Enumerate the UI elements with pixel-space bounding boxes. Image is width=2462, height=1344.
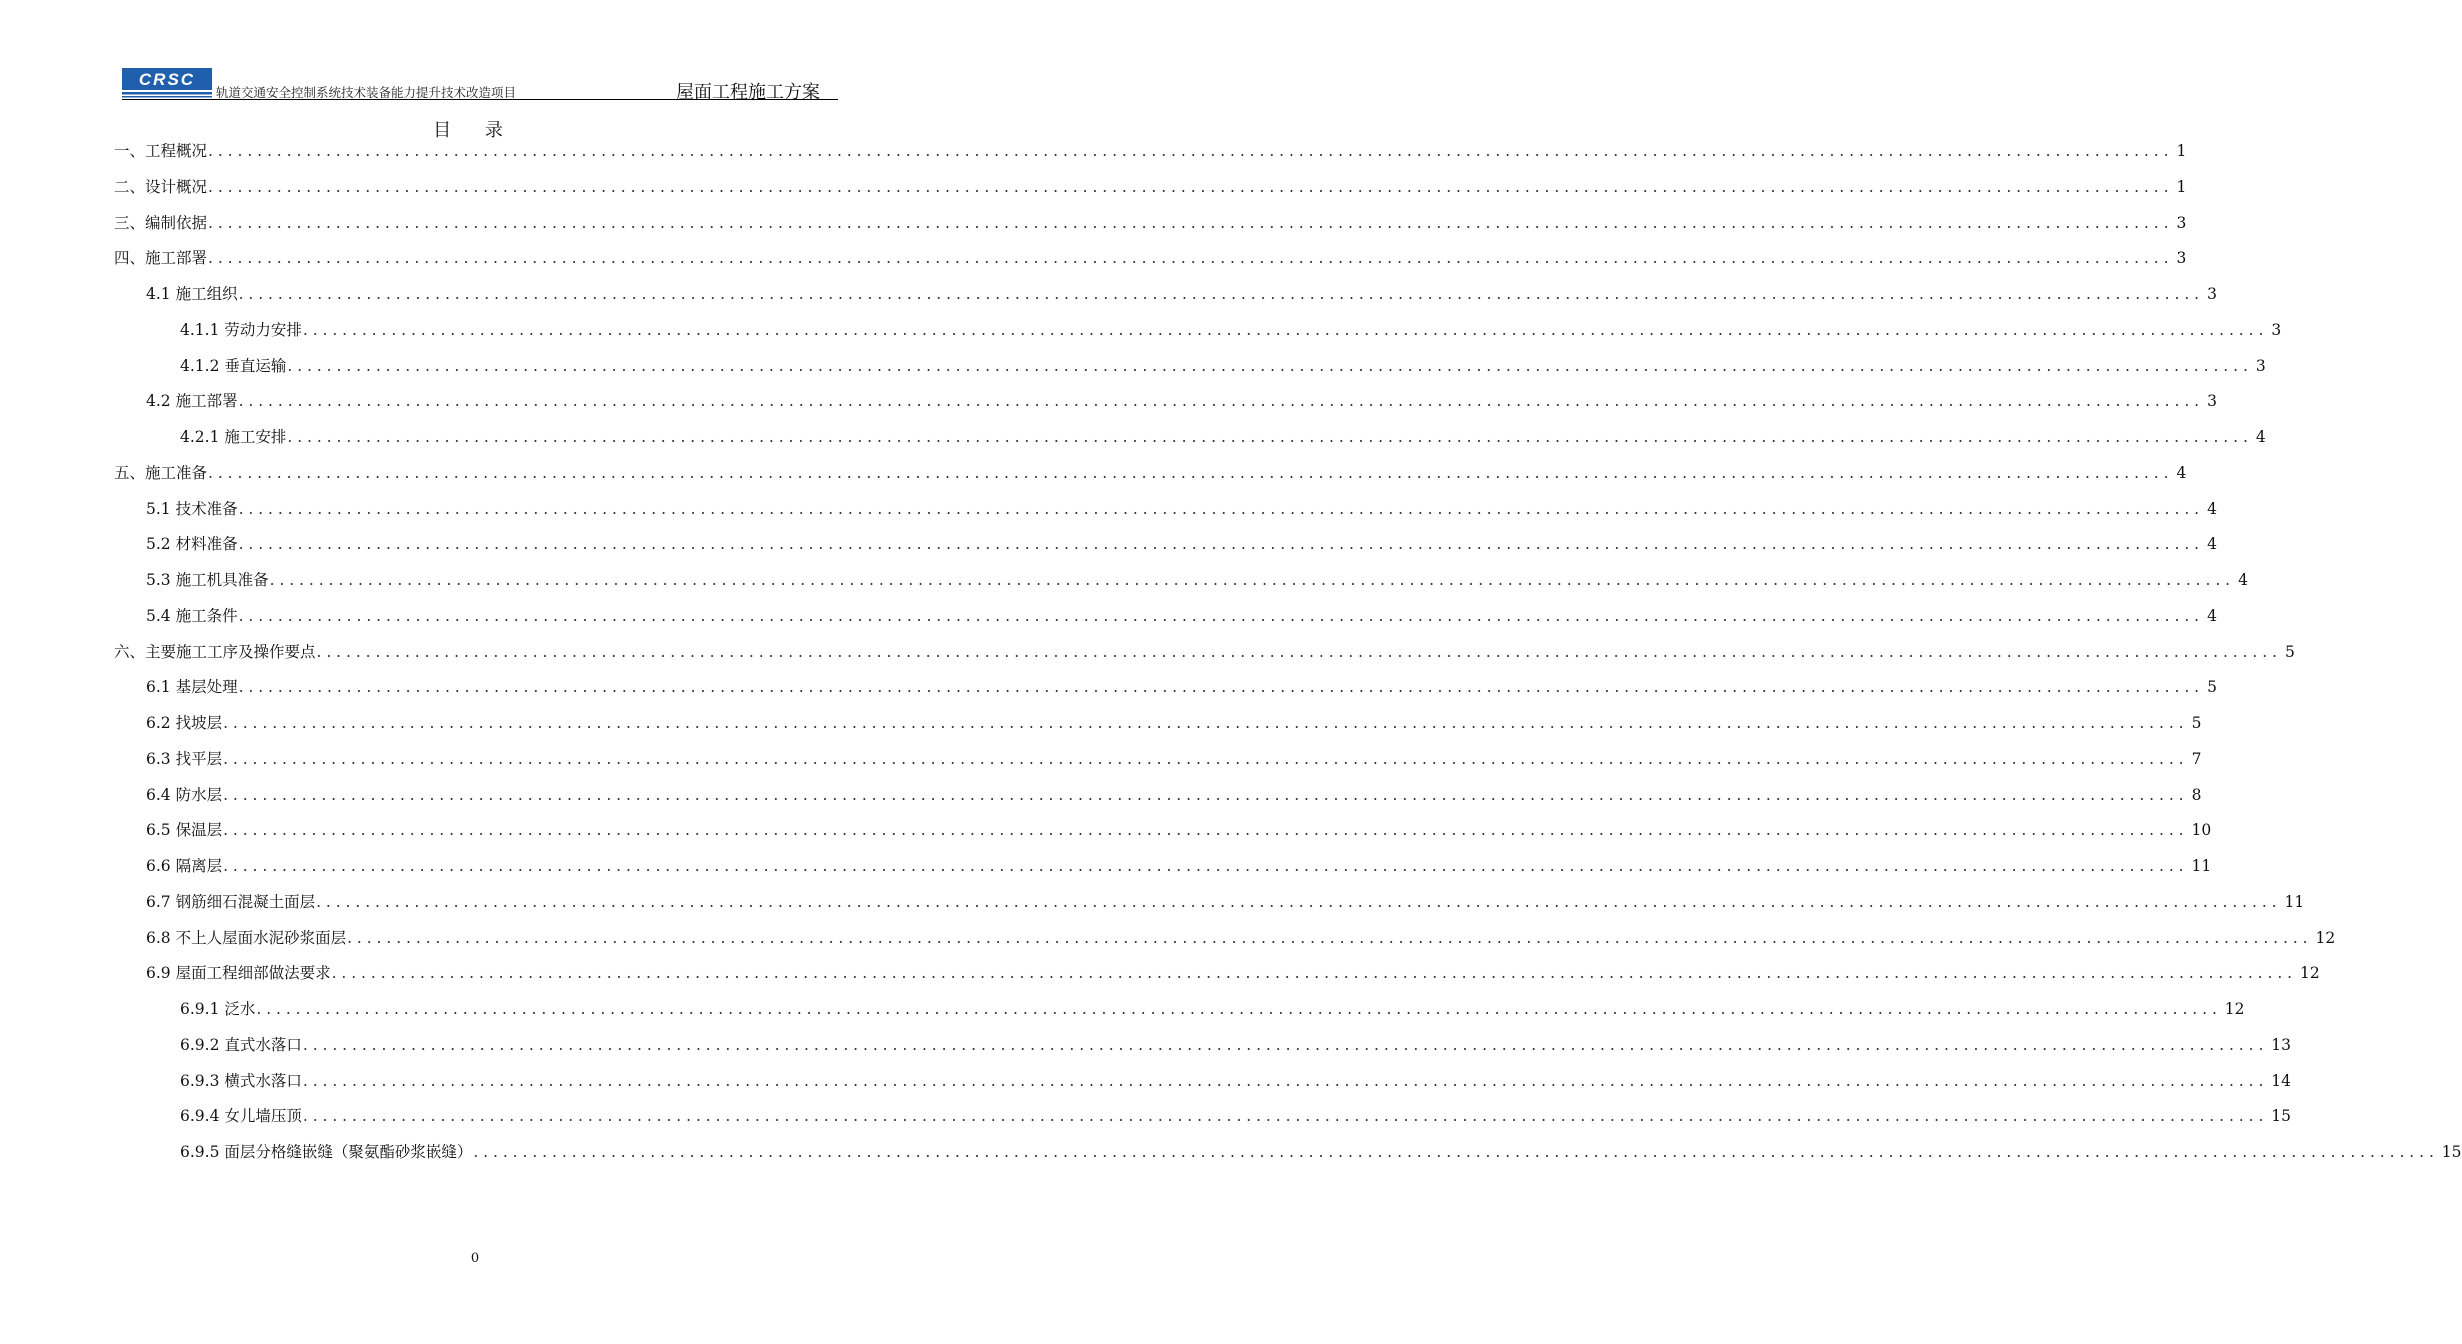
toc-entry-page: 8 [2191,785,2202,804]
toc-entry[interactable] [114,313,2282,349]
project-name: 轨道交通安全控制系统技术装备能力提升技术改造项目 [216,85,517,100]
toc-entry[interactable] [114,170,2187,206]
toc-entry-label: 一、工程概况 [114,142,208,160]
toc-entry-page: 12 [2299,964,2320,983]
toc-entry-label: 6.8 不上人屋面水泥砂浆面层 [146,928,347,947]
toc-entry-page: 11 [2191,857,2212,875]
toc-entry-label: 6.4 防水层 [146,785,223,804]
header-rule [122,99,838,100]
toc-entry-label: 5.3 施工机具准备 [146,571,269,589]
toc-entry-page: 3 [2176,213,2187,232]
dot-leader: ........................................................................................................................................................................................................ [238,285,2204,303]
toc-entry-page: 3 [2207,285,2217,303]
page-header [122,64,838,103]
toc-entry[interactable] [114,921,2336,957]
toc-entry-page: 3 [2255,356,2266,375]
toc-entry[interactable] [114,277,2217,313]
toc-entry-label: 6.7 钢筋细石混凝土面层 [146,892,316,911]
dot-leader: ........................................................................................................................................................................................................ [238,606,2204,625]
toc-entry[interactable] [114,992,2245,1028]
toc-entry-label: 6.5 保温层 [146,821,223,840]
dot-leader: ........................................................................................................................................................................................................ [238,392,2204,411]
toc-entry-page: 12 [2315,928,2336,947]
dot-leader: ........................................................................................................................................................................................................ [302,1071,2269,1090]
toc-entry-page: 1 [2176,142,2187,160]
dot-leader: ........................................................................................................................................................................................................ [316,892,2282,911]
toc-entry-page: 4 [2176,463,2187,482]
toc-entry-label: 4.1.1 劳动力安排 [180,320,302,339]
dot-leader: ........................................................................................................................................................................................................ [302,320,2269,339]
dot-leader: ........................................................................................................................................................................................................ [331,964,2297,983]
toc-entry[interactable] [114,635,2295,671]
toc-entry-page: 4 [2238,571,2248,589]
toc-entry-label: 5.1 技术准备 [146,499,238,518]
dot-leader: ........................................................................................................................................................................................................ [223,857,2189,875]
toc-entry-page: 3 [2207,392,2217,411]
toc-entry[interactable] [114,384,2217,420]
toc-entry-label: 5.2 材料准备 [146,535,238,554]
toc-entry-label: 二、设计概况 [114,177,208,196]
toc-entry-page: 4 [2207,499,2217,518]
toc-entry[interactable] [114,241,2187,277]
toc-entry-page: 5 [2285,642,2295,661]
dot-leader: ........................................................................................................................................................................................................ [223,714,2189,732]
toc-entry-page: 15 [2441,1143,2462,1161]
toc-entry-label: 6.9.2 直式水落口 [180,1035,302,1054]
toc-entry-page: 13 [2271,1035,2292,1054]
toc-entry[interactable] [114,563,2248,599]
toc-entry-page: 3 [2176,249,2187,268]
dot-leader: ........................................................................................................................................................................................................ [256,1000,2222,1018]
toc-entry-label: 4.2 施工部署 [146,392,238,411]
toc-entry-page: 4 [2207,535,2217,554]
toc-entry-label: 6.3 找平层 [146,749,223,768]
dot-leader: ........................................................................................................................................................................................................ [473,1143,2439,1161]
crsc-logo [122,68,212,98]
toc-entry-page: 12 [2224,1000,2245,1018]
toc-entry-label: 6.9.5 面层分格缝嵌缝（聚氨酯砂浆嵌缝） [180,1143,473,1161]
toc-entry[interactable] [114,813,2212,849]
toc-entry-page: 15 [2271,1107,2292,1126]
toc-entry[interactable] [114,134,2187,170]
toc-entry-label: 6.9 屋面工程细部做法要求 [146,964,331,983]
dot-leader: ........................................................................................................................................................................................................ [238,535,2204,554]
dot-leader: ........................................................................................................................................................................................................ [208,463,2174,482]
svg-text:CRSC: CRSC [138,70,196,89]
toc-entry-label: 4.1 施工组织 [146,285,238,303]
toc-entry-page: 5 [2207,678,2217,697]
toc-entry-label: 6.1 基层处理 [146,678,238,697]
dot-leader: ........................................................................................................................................................................................................ [316,642,2282,661]
dot-leader: ........................................................................................................................................................................................................ [223,785,2189,804]
toc-entry-label: 4.2.1 施工安排 [180,428,287,446]
dot-leader: ........................................................................................................................................................................................................ [223,749,2189,768]
toc-entry-page: 4 [2207,606,2217,625]
toc-entry[interactable] [114,778,2202,814]
toc-entry-label: 6.2 找坡层 [146,714,223,732]
toc-entry[interactable] [114,670,2217,706]
toc-entry-label: 四、施工部署 [114,249,208,268]
toc-entry[interactable] [114,885,2305,921]
dot-leader: ........................................................................................................................................................................................................ [208,213,2174,232]
toc-entry[interactable] [114,956,2320,992]
toc-entry-label: 4.1.2 垂直运输 [180,356,287,375]
toc-entry-page: 10 [2191,821,2212,840]
toc-entry-label: 6.6 隔离层 [146,857,223,875]
toc-entry-label: 五、施工准备 [114,463,208,482]
toc-entry[interactable] [114,1028,2292,1064]
toc-entry-page: 5 [2191,714,2202,732]
toc-entry-label: 三、编制依据 [114,213,208,232]
dot-leader: ........................................................................................................................................................................................................ [302,1107,2269,1126]
toc-entry[interactable] [114,1064,2292,1100]
toc-entry-page: 11 [2284,892,2305,911]
table-of-contents [114,134,2462,1171]
toc-entry-page: 3 [2271,320,2282,339]
toc-entry[interactable] [114,599,2217,635]
toc-entry[interactable] [114,492,2217,528]
dot-leader: ........................................................................................................................................................................................................ [238,678,2204,697]
toc-entry-label: 6.9.1 泛水 [180,1000,256,1018]
toc-entry[interactable] [114,1099,2292,1135]
dot-leader: ........................................................................................................................................................................................................ [302,1035,2269,1054]
toc-entry-page: 1 [2176,177,2187,196]
toc-entry-label: 6.9.3 横式水落口 [180,1071,302,1090]
toc-entry[interactable] [114,1135,2462,1171]
document-title: 屋面工程施工方案 [676,82,820,103]
dot-leader: ........................................................................................................................................................................................................ [238,499,2204,518]
toc-entry[interactable] [114,527,2217,563]
dot-leader: ........................................................................................................................................................................................................ [347,928,2313,947]
toc-entry[interactable] [114,420,2266,456]
toc-entry[interactable] [114,706,2202,742]
dot-leader: ........................................................................................................................................................................................................ [208,177,2174,196]
toc-entry-label: 5.4 施工条件 [146,606,238,625]
toc-entry-page: 4 [2255,428,2266,446]
toc-entry-page: 14 [2271,1071,2292,1090]
toc-entry-label: 六、主要施工工序及操作要点 [114,642,316,661]
toc-entry[interactable] [114,849,2212,885]
toc-entry-label: 6.9.4 女儿墙压顶 [180,1107,302,1126]
dot-leader: ........................................................................................................................................................................................................ [208,142,2174,160]
toc-title: 目 录 [433,120,517,141]
dot-leader: ........................................................................................................................................................................................................ [287,356,2253,375]
dot-leader: ........................................................................................................................................................................................................ [223,821,2189,840]
page-number: 0 [470,1251,480,1266]
toc-entry[interactable] [114,456,2187,492]
dot-leader: ........................................................................................................................................................................................................ [208,249,2174,268]
dot-leader: ........................................................................................................................................................................................................ [287,428,2253,446]
toc-entry-page: 7 [2191,749,2202,768]
toc-entry[interactable] [114,349,2266,385]
toc-entry[interactable] [114,206,2187,242]
toc-entry[interactable] [114,742,2202,778]
dot-leader: ........................................................................................................................................................................................................ [269,571,2235,589]
